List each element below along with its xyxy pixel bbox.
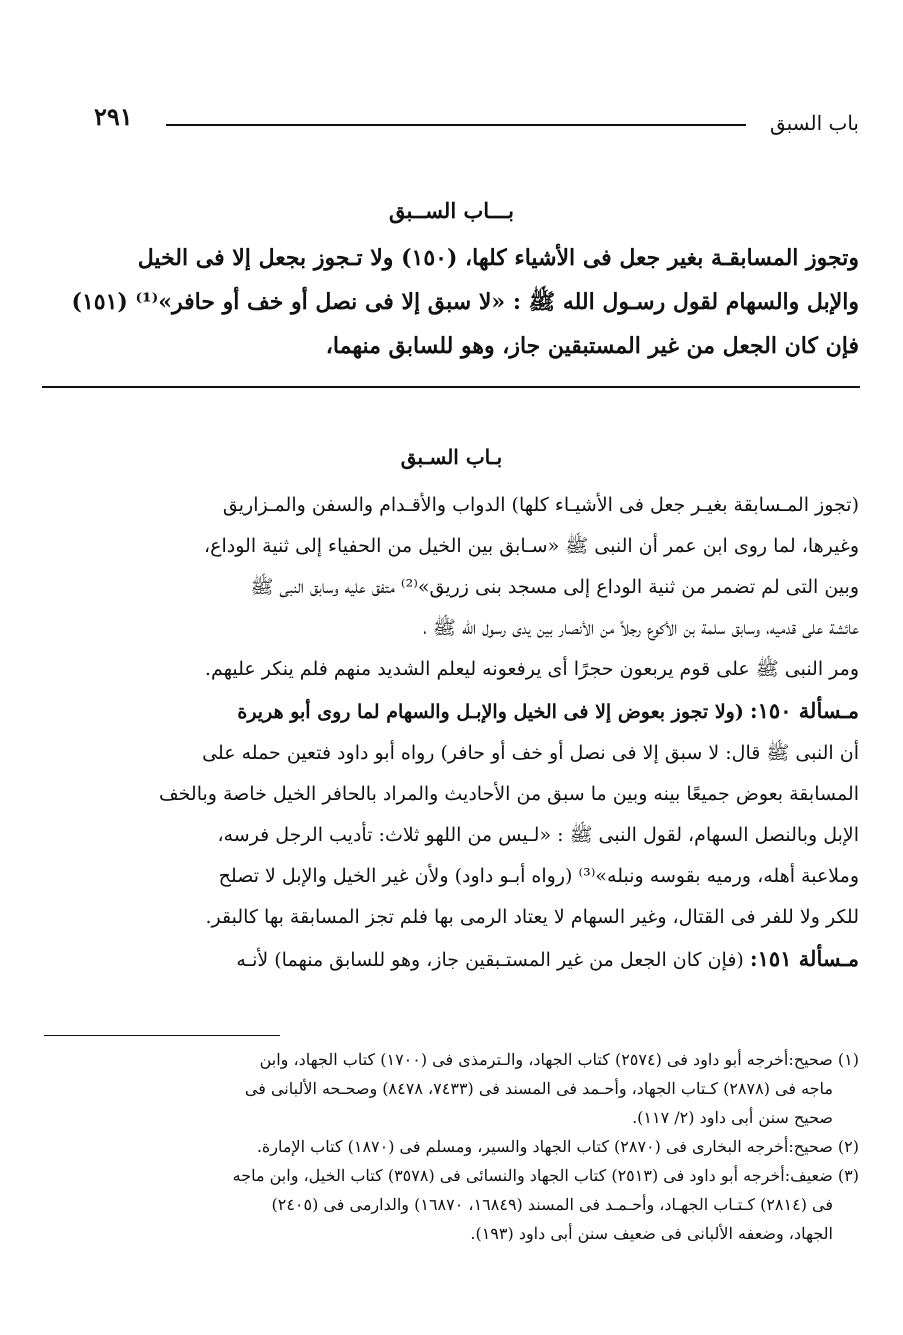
masala-150-label: مـسألة ١٥٠: <box>749 698 859 723</box>
sharh-line: وغيرها، لما روى ابن عمر أن النبى ﷺ «سـابق بين الخيل من الحفياء إلى ثنية الوداع، <box>204 535 859 557</box>
matn-line: وتجوز المسابقـة بغير جعل فى الأشياء كلها، (١٥٠) ولا تـجوز بجعل إلا فى الخيل <box>137 245 859 271</box>
section-divider <box>42 386 860 388</box>
matn-text <box>47 236 859 368</box>
footnote-line: فى (٢٨١٤) كـتـاب الجهـاد، وأحـمـد فى المسند (١٦٨٤٩، ١٦٨٧٠) والدارمى فى (٢٤٠٥) <box>271 1195 833 1214</box>
page-number: ٢٩١ <box>94 102 133 131</box>
matn-heading: بـــاب الســبق <box>389 198 514 223</box>
sharh-text <box>45 485 859 981</box>
footnotes <box>45 1045 859 1248</box>
matn-line: والإبل والسهام لقول رسـول الله ﷺ : «لا سبق إلا فى نصل أو خف أو حافر»⁽¹⁾ (١٥١) <box>71 289 859 315</box>
running-header-title: باب السبق <box>769 111 859 135</box>
sharh-line: أن النبى ﷺ قال: لا سبق إلا فى نصل أو خف أو حافر) رواه أبو داود فتعين حمله على <box>202 742 859 764</box>
footnote-line: الجهاد، وضعفه الألبانى فى ضعيف سنن أبى داود (١٩٣). <box>470 1224 833 1243</box>
masala-151-line <box>45 938 859 981</box>
footnote-line: ماجه فى (٢٨٧٨) كـتاب الجهاد، وأحـمد فى المسند فى (٧٤٣٣، ٨٤٧٨) وصحـحه الألبانى فى <box>244 1079 833 1098</box>
sharh-line: وبين التى لم تضمر من ثنية الوداع إلى مسجد بنى زريق»⁽²⁾ متفق عليه وسابق النبى ﷺ <box>250 576 859 598</box>
sharh-line: عائشة على قدميه، وسابق سلمة بن الأكوع رجلاً من الأنصار بين يدى رسول الله ﷺ ، <box>423 617 859 639</box>
sharh-heading: بـاب السـبق <box>400 445 503 469</box>
sharh-line: ومر النبى ﷺ على قوم يربعون حجرًا أى يرفعونه ليعلم الشديد منهم فلم ينكر عليهم. <box>204 658 859 680</box>
masala-151-text: (فإن كان الجعل من غير المستـبقين جاز، وهو للسابق منهما) لأنـه <box>236 949 744 971</box>
header-rule <box>166 124 746 126</box>
footnote-line: صحيح سنن أبى داود (٢/ ١١٧). <box>632 1108 833 1127</box>
masala-150-first-line <box>45 690 859 733</box>
sharh-line: (تجوز المـسابقة بغيـر جعل فى الأشيـاء كلها) الدواب والأقـدام والسفن والمـزاريق <box>222 494 859 516</box>
footnote-line: (٢) صحيح:أخرجه البخارى فى (٢٨٧٠) كتاب الجهاد والسير، ومسلم فى (١٨٧٠) كتاب الإمارة. <box>256 1137 859 1156</box>
footnote-rule <box>44 1035 280 1036</box>
masala-150-text: (ولا تجوز بعوض إلا فى الخيل والإبـل والسهام لما روى أبو هريرة <box>237 701 744 723</box>
sharh-line: الإبل وبالنصل السهام، لقول النبى ﷺ : «لـيس من اللهو ثلاث: تأديب الرجل فرسه، <box>217 824 859 846</box>
matn-line: فإن كان الجعل من غير المستبقين جاز، وهو للسابق منهما، <box>325 333 859 359</box>
footnote-line: (١) صحيح:أخرجه أبو داود فى (٢٥٧٤) كتاب الجهاد، والـترمذى فى (١٧٠٠) كتاب الجهاد، وابن <box>259 1050 859 1069</box>
sharh-line: للكر ولا للفر فى القتال، وغير السهام لا يعتاد الرمى بها فلم تجز المسابقة بها كالبقر. <box>205 906 859 928</box>
footnote-line: (٣) ضعيف:أخرجه أبو داود فى (٢٥١٣) كتاب الجهاد والنسائى فى (٣٥٧٨) كتاب الخيل، وابن ماجه <box>232 1166 859 1185</box>
masala-151-label: مـسألة ١٥١: <box>749 946 859 971</box>
sharh-line: وملاعبة أهله، ورميه بقوسه ونبله»⁽³⁾ (رواه أبـو داود) ولأن غير الخيل والإبل لا تصلح <box>218 865 859 887</box>
sharh-line: المسابقة بعوض جميعًا بينه وبين ما سبق من الأحاديث والمراد بالحافر الخيل خاصة وبالخف <box>158 783 859 805</box>
